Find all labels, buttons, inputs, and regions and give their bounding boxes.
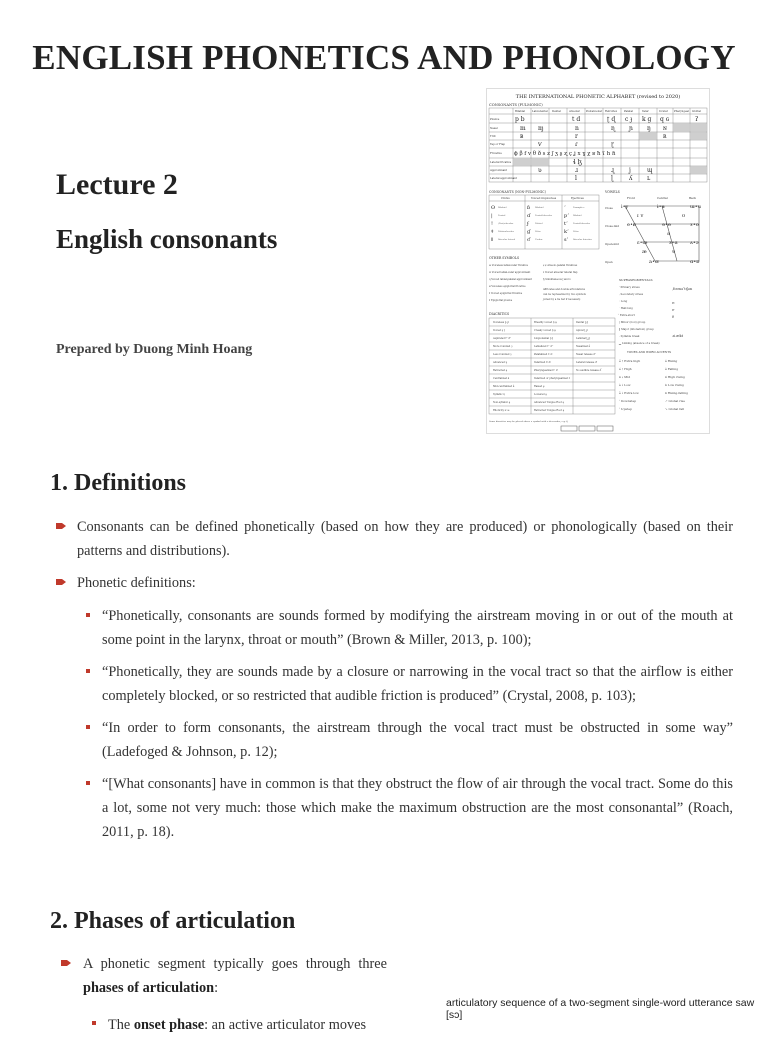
svg-text:e᷈ Rising-falling: e᷈ Rising-falling — [665, 391, 688, 395]
svg-text:ꜛ Upstep: ꜛ Upstep — [619, 407, 632, 411]
svg-text:ɹ: ɹ — [575, 167, 579, 174]
svg-text:ɳ: ɳ — [611, 125, 616, 132]
svg-text:ɤ•o: ɤ•o — [690, 222, 699, 228]
svg-text:Back: Back — [689, 196, 696, 200]
svg-text:ɺ Voiced alveolar lateral flap: ɺ Voiced alveolar lateral flap — [543, 271, 578, 274]
svg-text:ⱱ: ⱱ — [538, 141, 542, 148]
svg-text:ʼ: ʼ — [564, 205, 566, 211]
svg-text:Tap or Flap: Tap or Flap — [490, 143, 506, 146]
svg-text:ê Falling: ê Falling — [665, 367, 679, 371]
svg-text:ĕ: ĕ — [672, 315, 675, 319]
svg-text:Open: Open — [605, 260, 613, 264]
bullet-square-icon — [92, 1021, 96, 1025]
bullet-onset-phase: The onset phase: an active articulator moves — [108, 1017, 367, 1033]
svg-text:Close-mid: Close-mid — [605, 224, 620, 228]
svg-text:Apical t̺ d̺: Apical t̺ d̺ — [576, 329, 588, 332]
svg-text:Bilabial: Bilabial — [535, 206, 544, 209]
svg-text:Dental: Dental — [498, 214, 506, 217]
svg-text:Pharyngeal: Pharyngeal — [674, 110, 689, 113]
svg-text:c ɟ: c ɟ — [625, 116, 633, 123]
svg-text:Alveolar: Alveolar — [569, 110, 580, 113]
svg-text:‖ Major (intonation) group: ‖ Major (intonation) group — [619, 328, 654, 331]
section-heading-phases: 2. Phases of articulation — [50, 908, 296, 934]
svg-text:Mid-centralized e̽: Mid-centralized e̽ — [493, 385, 515, 388]
svg-text:↘ Global fall: ↘ Global fall — [665, 407, 685, 411]
svg-text:Nasal: Nasal — [490, 127, 498, 130]
svg-text:Voiceless n̥ d̥: Voiceless n̥ d̥ — [493, 321, 509, 324]
svg-text:Voiced implosives: Voiced implosives — [531, 196, 557, 200]
svg-text:Non-syllabic e̯: Non-syllabic e̯ — [493, 401, 511, 404]
svg-text:Dental t̪ d̪: Dental t̪ d̪ — [576, 321, 589, 324]
svg-text:Labiodental: Labiodental — [532, 110, 548, 113]
svg-text:ɘ•ɵ: ɘ•ɵ — [662, 222, 671, 228]
svg-text:Alveolar lateral: Alveolar lateral — [498, 238, 516, 241]
svg-text:ʍ Voiceless labial-velar frica: ʍ Voiceless labial-velar fricative — [489, 264, 529, 267]
section-heading-definitions: 1. Definitions — [50, 470, 187, 496]
svg-text:Lowered e̞: Lowered e̞ — [534, 393, 547, 396]
svg-text:w Voiced labial-velar approxim: w Voiced labial-velar approximant — [489, 271, 531, 274]
svg-text:|: | — [491, 213, 493, 219]
ipa-nonpulmonic-label: CONSONANTS (NON-PULMONIC) — [489, 190, 546, 194]
svg-text:Velar: Velar — [535, 230, 541, 233]
svg-text:ɓ: ɓ — [527, 205, 531, 211]
svg-text:Rhoticity ɚ a˞: Rhoticity ɚ a˞ — [493, 409, 510, 412]
svg-text:Palatalized tʲ dʲ: Palatalized tʲ dʲ — [534, 353, 553, 356]
svg-text:Trill: Trill — [490, 135, 496, 138]
svg-text:l: l — [575, 175, 577, 182]
svg-text:Creaky voiced b̰ a̰: Creaky voiced b̰ a̰ — [534, 329, 556, 332]
svg-text:Pharyngealized tˤ dˤ: Pharyngealized tˤ dˤ — [534, 369, 559, 372]
svg-text:!: ! — [491, 221, 494, 227]
svg-text:kʼ: kʼ — [564, 229, 569, 235]
svg-text:ɭ: ɭ — [611, 175, 614, 182]
svg-text:Velar: Velar — [642, 110, 649, 113]
svg-text:No audible release d̚: No audible release d̚ — [576, 369, 602, 372]
svg-text:ē ˧ Mid: ē ˧ Mid — [619, 375, 631, 379]
svg-text:More rounded ɔ̹: More rounded ɔ̹ — [493, 345, 513, 348]
svg-text:Glottal: Glottal — [692, 110, 701, 113]
quote-brown-miller: “Phonetically, consonants are sounds formed by modifying the airstream moving in or out of the mouth at some point in the larynx, throat or mouth” (Brown & Miller, 2013, p. 100); — [102, 608, 733, 648]
svg-text:e᷅ Low rising: e᷅ Low rising — [665, 383, 684, 387]
svg-text:Palatal: Palatal — [624, 110, 633, 113]
svg-text:i•y: i•y — [621, 204, 629, 210]
svg-text:Less rounded ɔ̜: Less rounded ɔ̜ — [493, 353, 512, 356]
svg-text:ɥ Voiced labial-palatal approx: ɥ Voiced labial-palatal approximant — [489, 278, 532, 281]
svg-text:Advanced Tongue Root e̘: Advanced Tongue Root e̘ — [534, 401, 565, 404]
pulmonic-symbols — [514, 116, 698, 182]
svg-text:Some diacritics may be placed: Some diacritics may be placed above a symbol with a descender, e.g. ŋ̊ — [489, 420, 568, 423]
svg-text:a•ɶ: a•ɶ — [649, 259, 659, 265]
svg-text:ʋ: ʋ — [538, 167, 542, 174]
svg-text:Lateral release dˡ: Lateral release dˡ — [576, 361, 598, 364]
svg-text:Open-mid: Open-mid — [605, 242, 619, 246]
svg-text:‿ Linking (absence of a break): ‿ Linking (absence of a break) — [619, 342, 660, 345]
svg-text:ʌ•ɔ: ʌ•ɔ — [690, 240, 699, 246]
bullet-square-icon — [86, 613, 90, 617]
svg-text:e•ø: e•ø — [627, 222, 636, 228]
svg-text:Dental/alveolar: Dental/alveolar — [535, 214, 552, 217]
svg-text:ɴ: ɴ — [663, 125, 667, 132]
svg-text:e᷄ High rising: e᷄ High rising — [665, 375, 685, 379]
svg-text:t d: t d — [572, 116, 581, 123]
svg-text:e̋ ˥ Extra high: e̋ ˥ Extra high — [619, 359, 641, 363]
svg-text:ʛ: ʛ — [527, 237, 531, 243]
svg-text:Bilabial: Bilabial — [498, 206, 507, 209]
svg-text:ɾ: ɾ — [575, 141, 578, 148]
svg-text:ɰ: ɰ — [647, 167, 653, 174]
svg-text:ʡ Epiglottal plosive: ʡ Epiglottal plosive — [489, 299, 513, 302]
svg-text:q ɢ: q ɢ — [660, 116, 670, 123]
svg-text:ɲ: ɲ — [629, 125, 633, 132]
bullet-square-icon — [86, 669, 90, 673]
svg-text:r: r — [575, 133, 578, 140]
ipa-consonants-label: CONSONANTS (PULMONIC) — [489, 103, 543, 107]
svg-text:æ: æ — [642, 249, 647, 255]
svg-text:Nasalized ẽ: Nasalized ẽ — [576, 345, 591, 348]
svg-text:ʊ: ʊ — [682, 213, 686, 219]
document-title: ENGLISH PHONETICS AND PHONOLOGY — [32, 38, 736, 77]
svg-text:joined by a tie bar if necessa: joined by a tie bar if necessary. — [543, 298, 581, 301]
svg-text:Labialized tʷ dʷ: Labialized tʷ dʷ — [534, 345, 554, 348]
svg-text:k ɡ: k ɡ — [642, 116, 652, 123]
svg-text:ʄ: ʄ — [527, 221, 529, 227]
svg-text:m: m — [520, 125, 526, 132]
ipa-vowels-label: VOWELS — [605, 190, 620, 194]
svg-text:Dental: Dental — [552, 110, 561, 113]
svg-text:Ejectives: Ejectives — [571, 196, 584, 200]
svg-text:ˑ Half-long: ˑ Half-long — [619, 307, 633, 310]
svg-text:Palatoalveolar: Palatoalveolar — [498, 230, 514, 233]
svg-text:Lateral fricative: Lateral fricative — [490, 161, 512, 164]
svg-text:Velarized tˠ dˠ: Velarized tˠ dˠ — [534, 361, 552, 364]
svg-text:Aspirated tʰ dʰ: Aspirated tʰ dʰ — [493, 337, 511, 340]
svg-text:̆ Extra-short: ̆ Extra-short — [619, 314, 635, 317]
svg-text:j: j — [629, 167, 631, 174]
quote-roach: “[What consonants] have in common is that they obstruct the flow of air through the vocal tract. Some do this a lot, some not very much: those which make the maximum obstruction are the most consonantal” (Roach, 2011, p. 18). — [102, 776, 733, 840]
svg-text:ɨ•ʉ: ɨ•ʉ — [657, 204, 665, 210]
quote-crystal: “Phonetically, they are sounds made by a closure or narrowing in the vocal tract so that the airflow is either completely blocked, or so restricted that audible friction is produced” (Crystal, 2008, p. 103); — [102, 664, 733, 704]
svg-text:Central: Central — [657, 196, 668, 200]
svg-text:ɛ•œ: ɛ•œ — [637, 240, 648, 246]
svg-text:Front: Front — [627, 196, 635, 200]
svg-text:ɗ: ɗ — [527, 213, 531, 219]
svg-text:sʼ: sʼ — [564, 237, 569, 243]
svg-text:↗ Global rise: ↗ Global rise — [665, 399, 685, 403]
svg-text:pʼ: pʼ — [564, 213, 569, 219]
pulmonic-manner-labels — [489, 117, 518, 180]
svg-text:ǂ: ǂ — [491, 229, 494, 235]
svg-text:Bilabial: Bilabial — [573, 214, 582, 217]
svg-text:Voiced s̬ t̬: Voiced s̬ t̬ — [493, 329, 505, 332]
svg-text:Clicks: Clicks — [501, 196, 510, 200]
quote-ladefoged-johnson: “In order to form consonants, the airstream through the vocal tract must be obstructed in some way” (Ladefoged & Johnson, p. 12); — [102, 720, 733, 760]
ipa-diacritics-label: DIACRITICS — [489, 312, 510, 316]
svg-text:ɱ: ɱ — [538, 125, 544, 132]
svg-text:ɕ ʑ Alveolo-palatal fricatives: ɕ ʑ Alveolo-palatal fricatives — [543, 264, 578, 267]
svg-text:ɑ•ɒ: ɑ•ɒ — [690, 259, 700, 265]
svg-text:ɹi.ækt: ɹi.ækt — [672, 334, 684, 338]
diacritics-grid — [489, 318, 615, 414]
svg-text:Palatal: Palatal — [535, 222, 543, 225]
bullet-phases-of-articulation: A phonetic segment typically goes through three phases of articulation: — [83, 956, 387, 996]
svg-text:ʔ: ʔ — [695, 116, 699, 123]
svg-text:ʈ ɖ: ʈ ɖ — [607, 116, 616, 123]
svg-text:Advanced u̟: Advanced u̟ — [493, 361, 508, 364]
svg-text:ə: ə — [667, 231, 670, 237]
svg-text:eˑ: eˑ — [672, 308, 676, 312]
svg-text:| Minor (foot) group: | Minor (foot) group — [619, 321, 646, 324]
svg-text:Velar: Velar — [573, 230, 579, 233]
lecture-subtitle: English consonants — [56, 224, 278, 254]
svg-text:é ˦ High: é ˦ High — [619, 367, 632, 371]
author-credit: Prepared by Duong Minh Hoang — [56, 342, 253, 357]
svg-text:Velarized or pharyngealized ɫ: Velarized or pharyngealized ɫ — [534, 377, 570, 380]
svg-text:n: n — [575, 125, 579, 132]
svg-text:è ˨ Low: è ˨ Low — [619, 383, 631, 387]
lecture-number: Lecture 2 — [56, 168, 178, 201]
svg-text:ː Long: ː Long — [619, 300, 628, 303]
svg-text:ɜ•ɞ: ɜ•ɞ — [669, 240, 678, 246]
svg-text:tʼ: tʼ — [564, 221, 568, 227]
svg-text:Postalveolar: Postalveolar — [586, 110, 603, 113]
ipa-chart-heading: THE INTERNATIONAL PHONETIC ALPHABET (revised to 2020) — [515, 94, 681, 100]
ipa-other-label: OTHER SYMBOLS — [489, 256, 520, 260]
svg-text:ɬ ɮ: ɬ ɮ — [573, 159, 582, 166]
svg-text:Retracted e̠: Retracted e̠ — [493, 369, 508, 372]
svg-text:Dental/alveolar: Dental/alveolar — [573, 222, 590, 225]
svg-text:ǁ: ǁ — [491, 237, 494, 243]
ipa-chart-image — [486, 88, 710, 434]
svg-text:Examples:: Examples: — [573, 206, 585, 209]
svg-text:ɻ: ɻ — [611, 167, 615, 174]
svg-text:ʜ Voiceless epiglottal fricati: ʜ Voiceless epiglottal fricative — [489, 285, 526, 288]
bullet-square-icon — [86, 725, 90, 729]
svg-text:can be represented by two symb: can be represented by two symbols — [543, 293, 586, 296]
svg-text:(Post)alveolar: (Post)alveolar — [498, 222, 514, 225]
svg-text:ʀ: ʀ — [663, 133, 667, 140]
svg-text:Retroflex: Retroflex — [605, 110, 618, 113]
svg-text:Uvular: Uvular — [535, 238, 543, 241]
svg-text:Breathy voiced b̤ a̤: Breathy voiced b̤ a̤ — [534, 321, 557, 324]
svg-text:ɐ: ɐ — [672, 249, 675, 255]
bullet-arrow-icon — [61, 960, 71, 966]
svg-text:Approximant: Approximant — [490, 169, 508, 172]
svg-text:ʙ: ʙ — [520, 133, 524, 140]
svg-text:ɯ•u: ɯ•u — [690, 204, 701, 210]
svg-text:ˌfoʊnəˈtɪʃən: ˌfoʊnəˈtɪʃən — [672, 287, 693, 291]
vowel-symbols — [621, 204, 702, 265]
ipa-supra-label: SUPRASEGMENTALS — [619, 278, 653, 282]
svg-text:Uvular: Uvular — [659, 110, 668, 113]
svg-text:Raised e̝: Raised e̝ — [534, 385, 545, 388]
svg-text:Plosive: Plosive — [490, 118, 500, 121]
svg-text:Bilabial: Bilabial — [515, 110, 525, 113]
svg-text:Centralized ë: Centralized ë — [493, 377, 510, 380]
svg-text:ɸ β f v θ ð s z ʃ ʒ ʂ ʐ: ɸ β f v θ ð s z ʃ ʒ ʂ ʐ ç ʝ x ɣ χ ʁ ħ ʕ h ɦ — [514, 151, 616, 157]
svg-text:Alveolar fricative: Alveolar fricative — [573, 238, 593, 241]
svg-text:Lateral approximant: Lateral approximant — [490, 177, 517, 180]
svg-text:Laminal t̻ d̻: Laminal t̻ d̻ — [576, 337, 590, 340]
svg-text:Linguolabial t̼ d̼: Linguolabial t̼ d̼ — [534, 337, 554, 340]
svg-text:ɪ ʏ: ɪ ʏ — [637, 213, 644, 219]
bullet-consonant-definition: Consonants can be defined phonetically (based on how they are produced) or phonologically (based on their patterns and distributions). — [77, 519, 733, 559]
svg-text:ŋ: ŋ — [647, 125, 651, 132]
svg-text:. Syllable break: . Syllable break — [619, 335, 640, 338]
svg-text:ȅ ˩ Extra low: ȅ ˩ Extra low — [619, 391, 639, 395]
svg-text:Fricative: Fricative — [490, 152, 502, 155]
svg-text:ʎ: ʎ — [629, 175, 633, 182]
svg-text:Affricates and double articula: Affricates and double articulations — [543, 288, 585, 291]
svg-text:Syllabic n̩: Syllabic n̩ — [493, 393, 505, 396]
svg-text:Retracted Tongue Root e̙: Retracted Tongue Root e̙ — [534, 409, 565, 412]
svg-text:Nasal release dⁿ: Nasal release dⁿ — [576, 353, 596, 356]
svg-text:ɽ: ɽ — [611, 141, 614, 148]
pulmonic-place-labels — [515, 109, 701, 113]
svg-text:ě Rising: ě Rising — [665, 359, 678, 363]
svg-text:ʘ: ʘ — [491, 205, 496, 211]
bullet-phonetic-definitions: Phonetic definitions: — [77, 575, 196, 591]
svg-text:ɧ Simultaneous ʃ and x: ɧ Simultaneous ʃ and x — [543, 278, 571, 281]
ipa-tones-label: TONES AND WORD ACCENTS — [627, 350, 672, 354]
svg-text:ʢ Voiced epiglottal fricative: ʢ Voiced epiglottal fricative — [489, 292, 523, 295]
svg-text:Close: Close — [605, 206, 613, 210]
svg-text:p b: p b — [515, 116, 525, 123]
svg-text:eː: eː — [672, 301, 676, 305]
figure-caption: articulatory sequence of a two-segment single-word utterance saw [sɔ] — [446, 997, 755, 1021]
svg-text:ˌ Secondary stress: ˌ Secondary stress — [619, 293, 644, 296]
svg-text:ꜜ Downstep: ꜜ Downstep — [619, 399, 637, 403]
svg-text:ˈ Primary stress: ˈ Primary stress — [619, 286, 640, 289]
bullet-square-icon — [86, 781, 90, 785]
bullet-arrow-icon — [56, 523, 66, 529]
svg-text:ɠ: ɠ — [527, 229, 531, 235]
bullet-arrow-icon — [56, 579, 66, 585]
svg-text:ʟ: ʟ — [647, 175, 651, 182]
